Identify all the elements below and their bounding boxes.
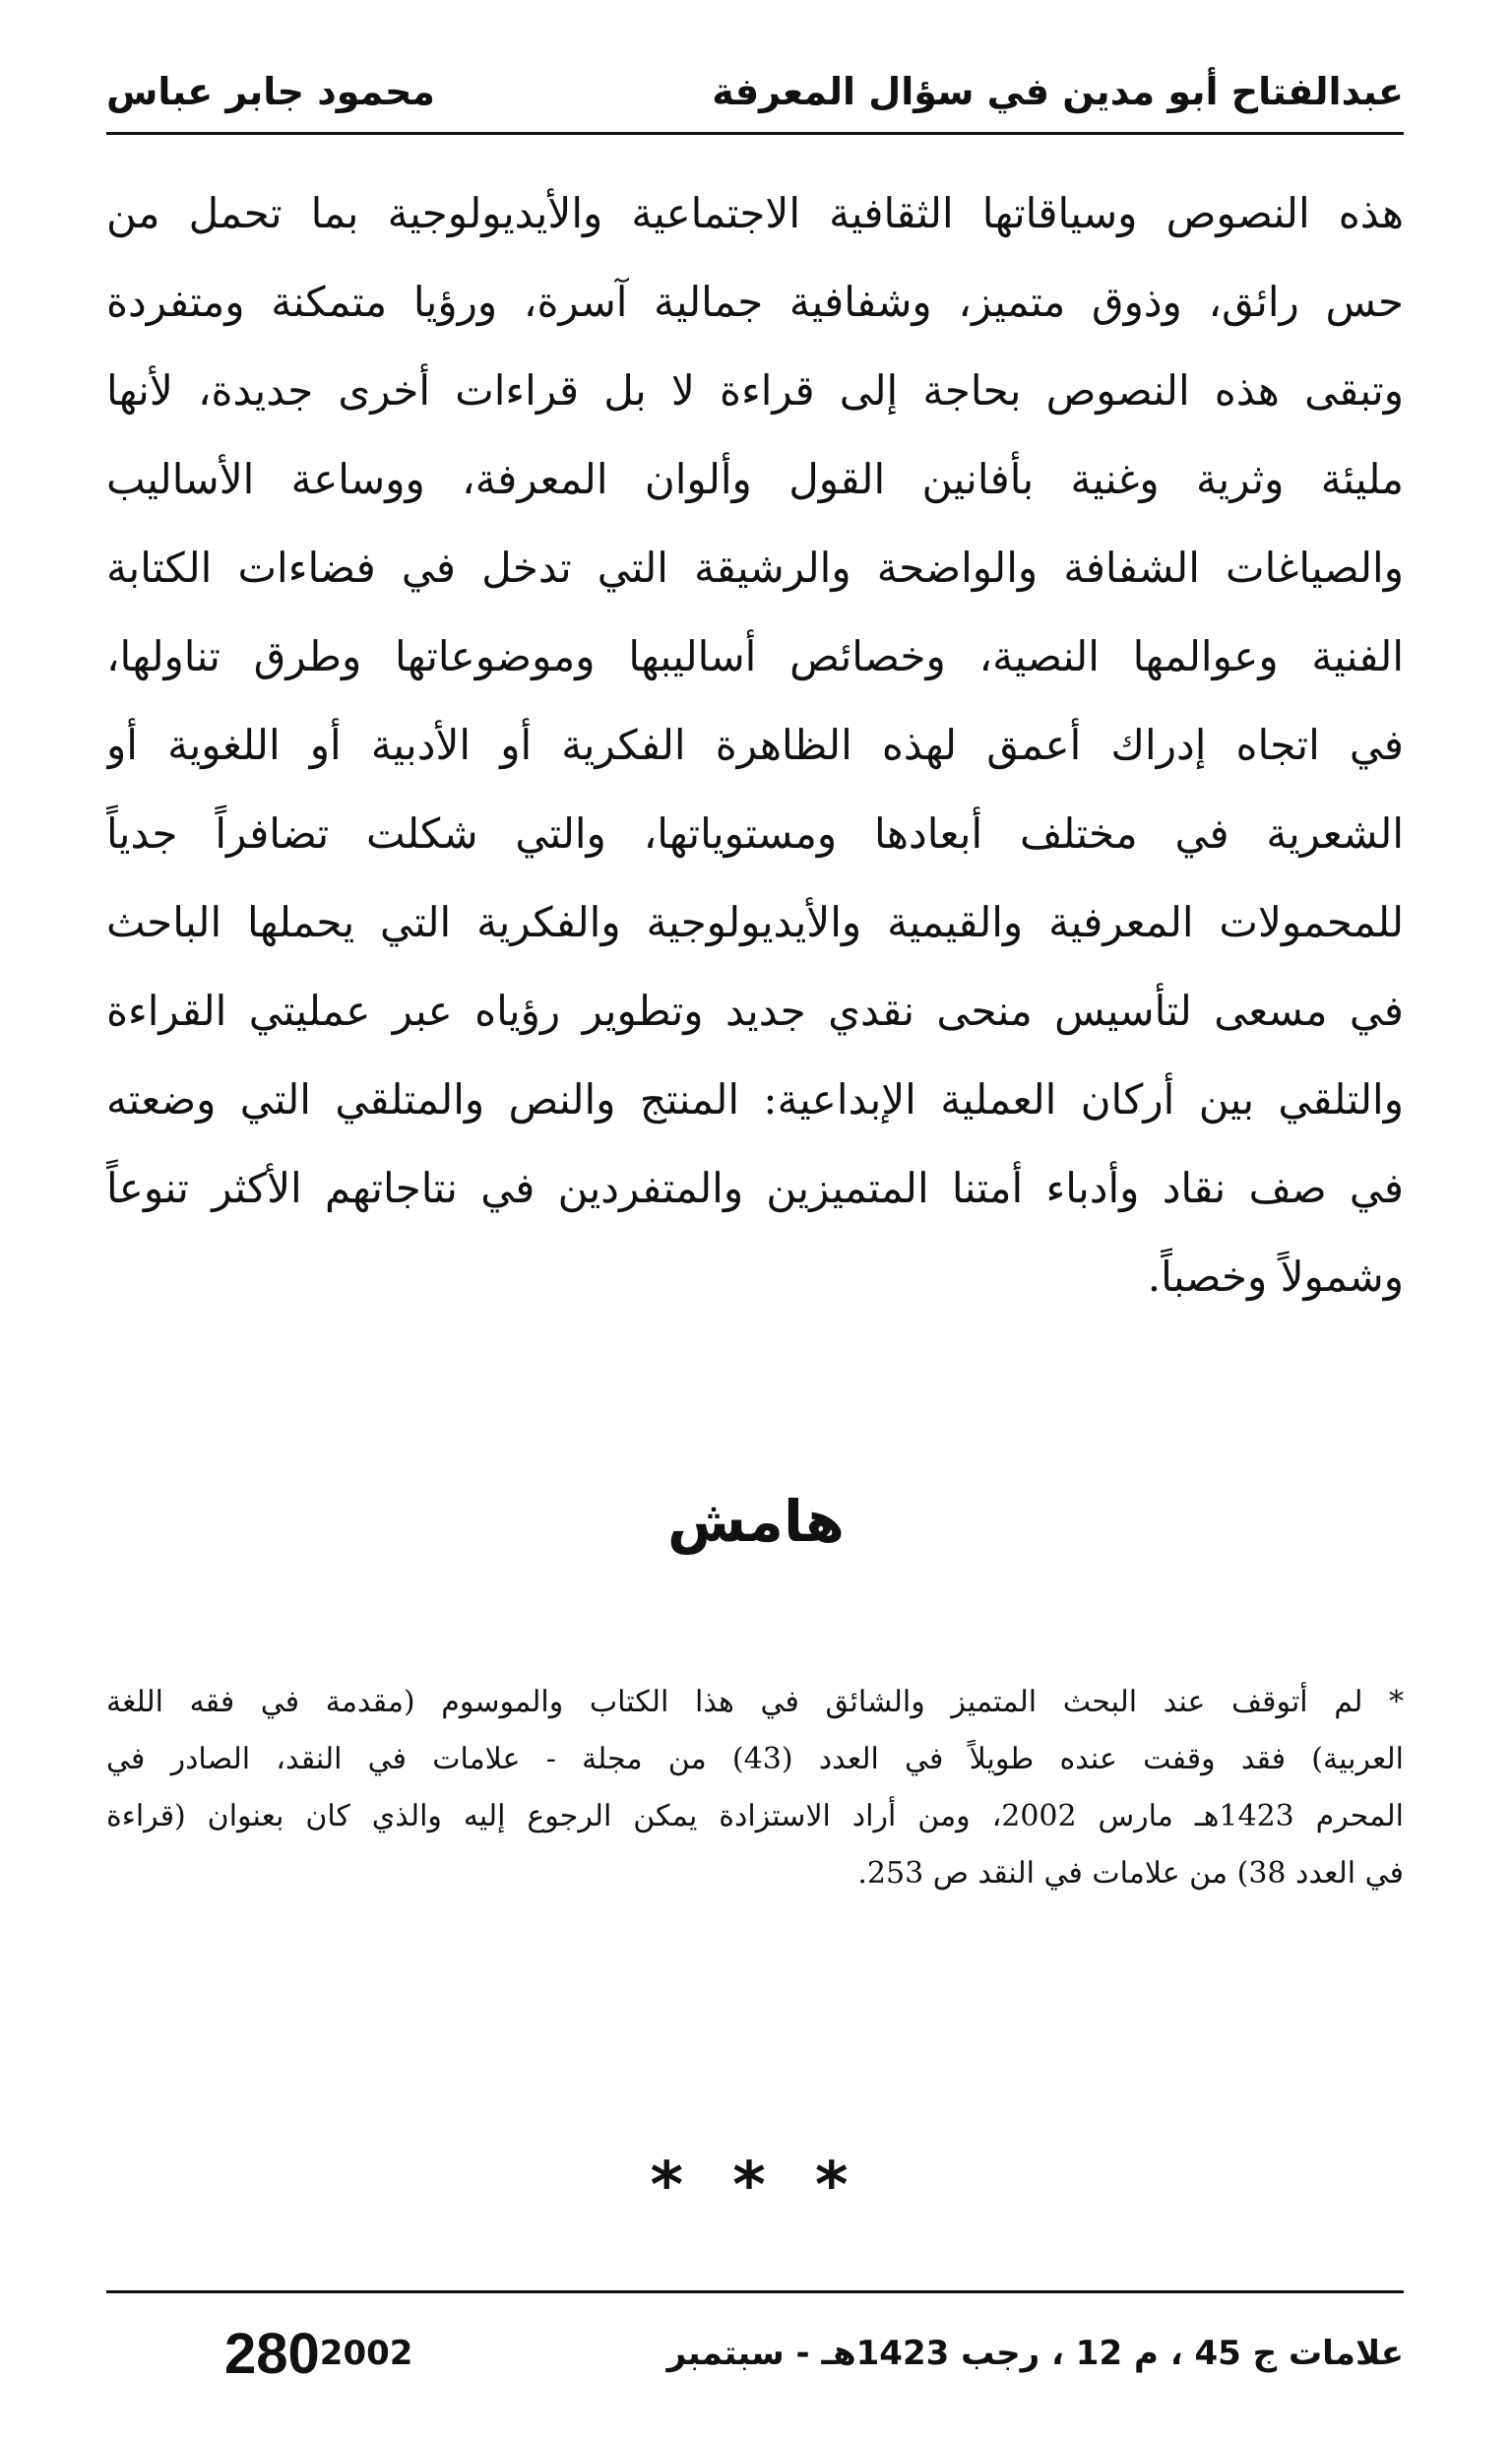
body-line: في صف نقاد وأدباء أمتنا المتميزين والمتفردين في نتاجاتهم الأكثر تنوعاً (106, 1164, 1404, 1212)
body-line: وشمولاً وخصباً. (1147, 1253, 1404, 1301)
body-line: هذه النصوص وسياقاتها الثقافية الاجتماعية والأيديولوجية بما تحمل من (106, 189, 1404, 237)
body-line: في اتجاه إدراك أعمق لهذه الظاهرة الفكرية أو الأدبية أو اللغوية أو (106, 721, 1404, 769)
running-footer (106, 2304, 1404, 2403)
body-line: للمحمولات المعرفية والقيمية والأيديولوجية والفكرية التي يحملها الباحث (106, 898, 1404, 946)
section-separator: * * * (650, 2150, 862, 2222)
author-name: محمود جابر عباس (106, 70, 435, 113)
article-title: عبدالفتاح أبو مدين في سؤال المعرفة (712, 70, 1404, 113)
body-line: والصياغات الشفافة والواضحة والرشيقة التي تدخل في فضاءات الكتابة (106, 544, 1404, 592)
body-line: حس رائق، وذوق متميز، وشفافية جمالية آسرة، ورؤيا متمكنة ومتفردة (106, 278, 1404, 326)
footnote-heading: هامش (667, 1488, 845, 1555)
body-line: في مسعى لتأسيس منحى نقدي جديد وتطوير رؤياه عبر عمليتي القراءة (106, 987, 1404, 1035)
body-line: الفنية وعوالمها النصية، وخصائص أساليبها وموضوعاتها وطرق تناولها، (106, 632, 1404, 680)
page-number: 280 (224, 2321, 320, 2386)
footnote-line: * لم أتوقف عند البحث المتميز والشائق في هذا الكتاب والموسوم (مقدمة في فقه اللغة (106, 1685, 1404, 1719)
footnote-line: في العدد 38) من علامات في النقد ص 253. (857, 1856, 1404, 1891)
body-line: والتلقي بين أركان العملية الإبداعية: المنتج والنص والمتلقي التي وضعته (106, 1075, 1404, 1124)
body-line: وتبقى هذه النصوص بحاجة إلى قراءة لا بل قراءات أخرى جديدة، لأنها (106, 366, 1404, 415)
journal-issue-info: علامات ج 45 ، م 12 ، رجب 1423هـ - سبتمبر (666, 2334, 1404, 2373)
header-divider (106, 132, 1404, 135)
running-header (106, 57, 1404, 126)
footer-year: 2002 (319, 2334, 413, 2373)
footnote-line: العربية) فقد وقفت عنده طويلاً في العدد (43) من مجلة - علامات في النقد، الصادر في (106, 1742, 1404, 1776)
footer-divider (106, 2290, 1404, 2293)
body-paragraph (106, 169, 1404, 1321)
body-line: مليئة وثرية وغنية بأفانين القول وألوان المعرفة، ووساعة الأساليب (106, 455, 1404, 503)
footnote-line: المحرم 1423هـ مارس 2002، ومن أراد الاستزادة يمكن الرجوع إليه والذي كان بعنوان (قراءة (106, 1799, 1404, 1833)
body-line: الشعرية في مختلف أبعادها ومستوياتها، والتي شكلت تضافراً جدياً (106, 809, 1404, 858)
footnote (106, 1674, 1404, 1902)
